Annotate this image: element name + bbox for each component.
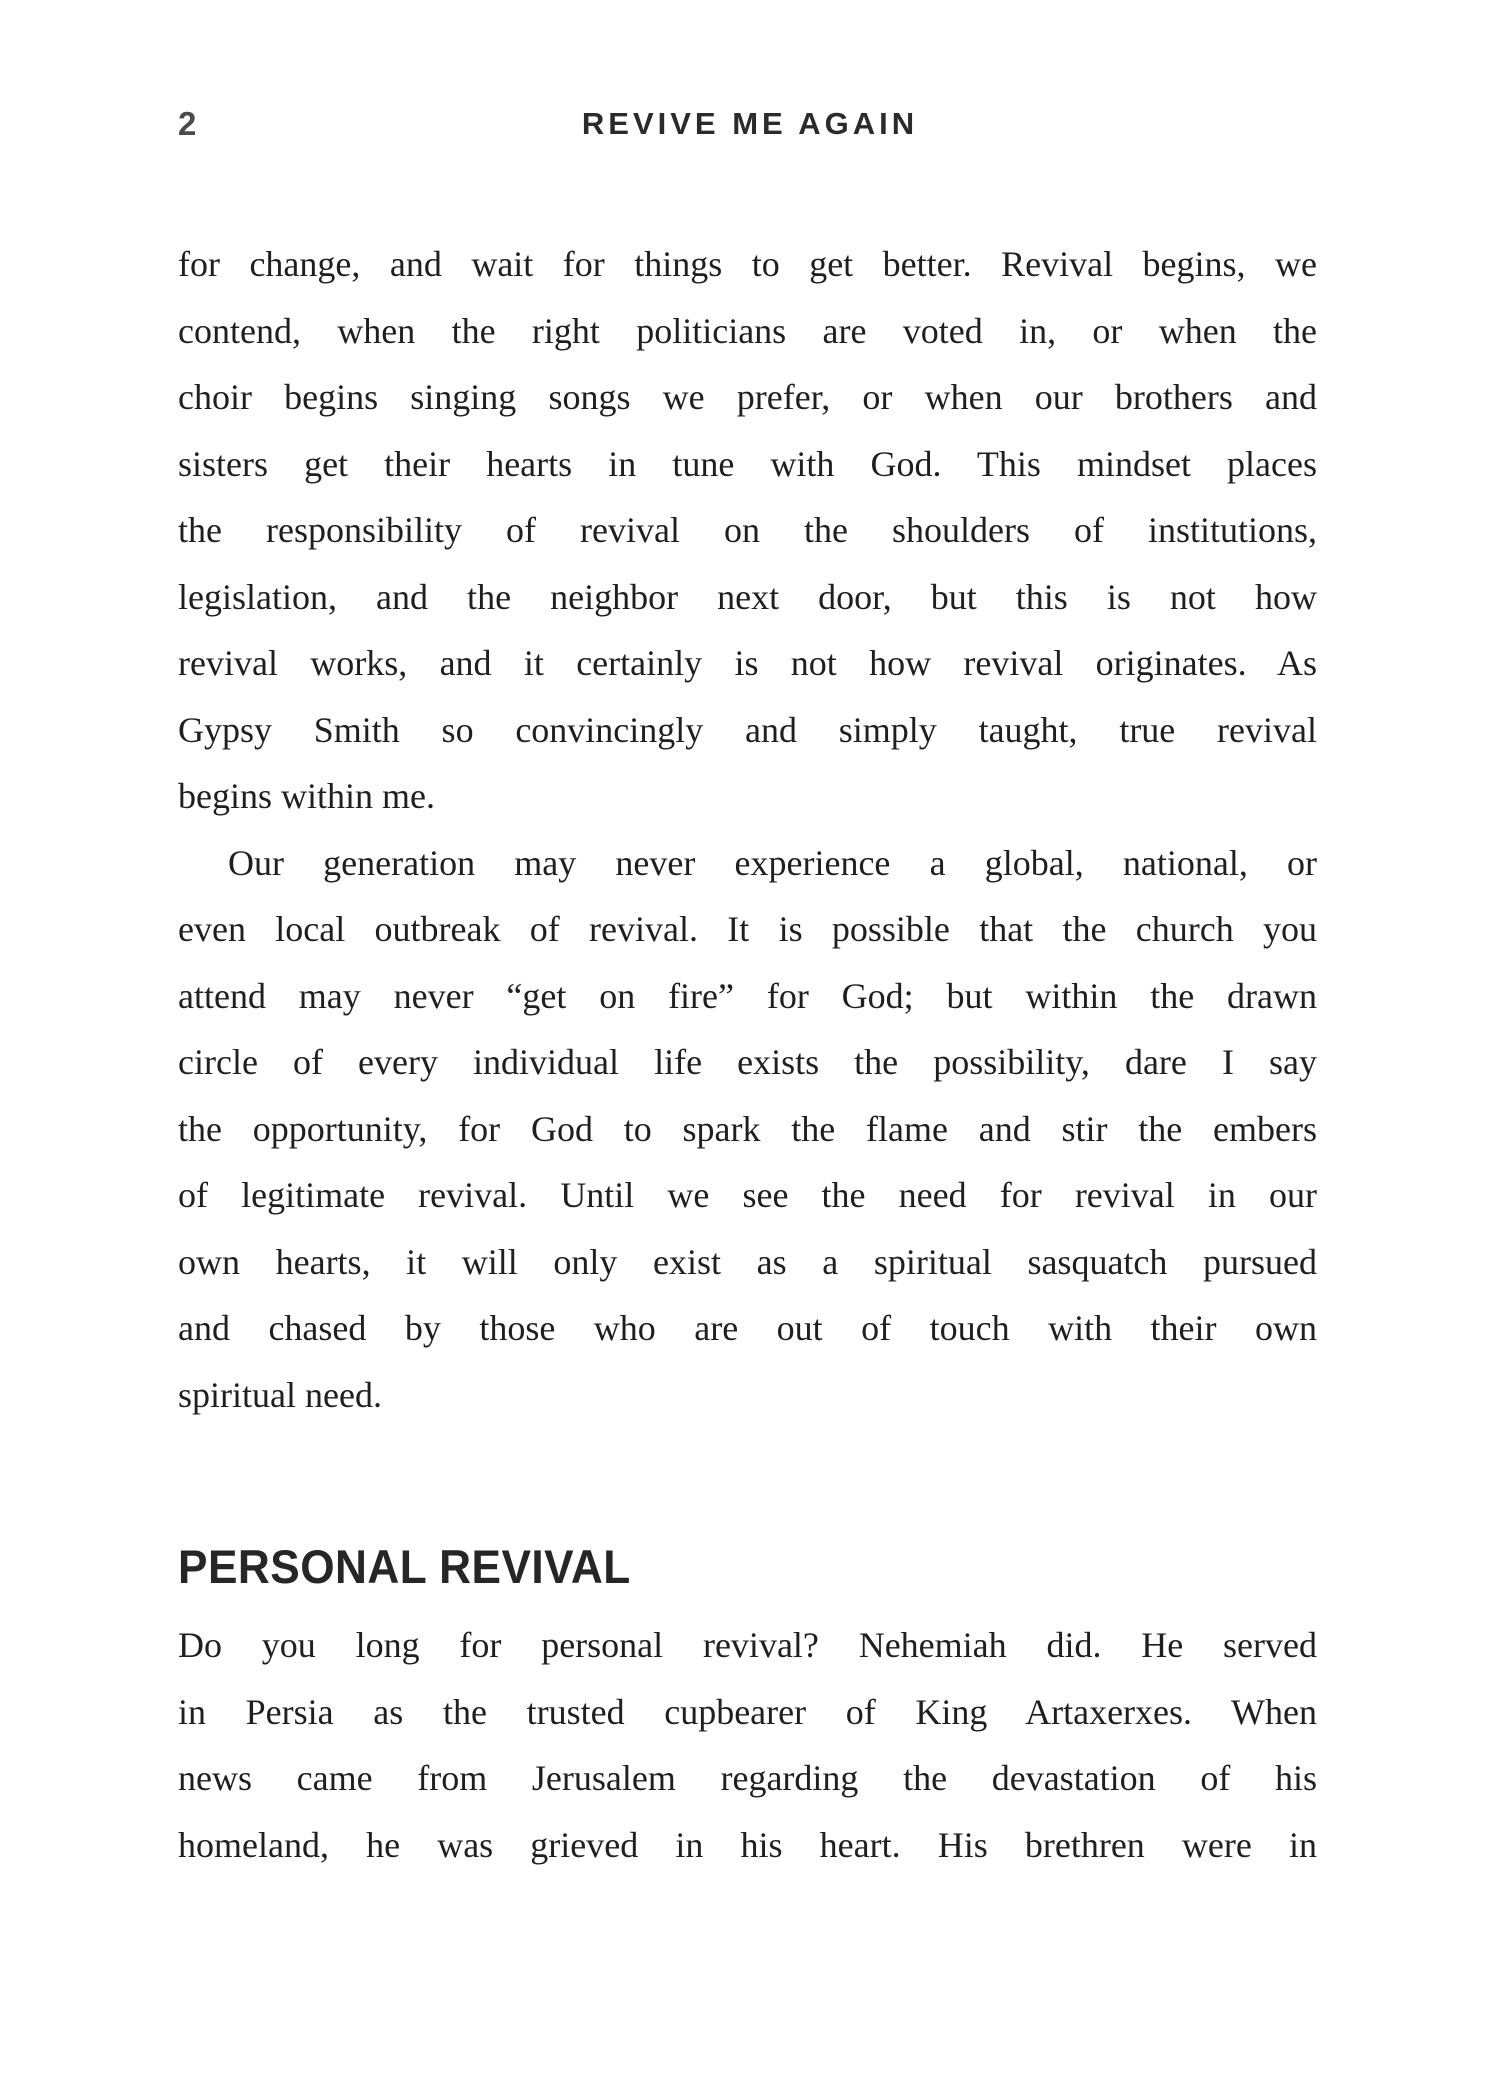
text-line: news came from Jerusalem regarding the devastation of his: [178, 1758, 1317, 1798]
text-line: revival works, and it certainly is not how revival originates. As: [178, 643, 1317, 683]
body-text-block: [178, 231, 1317, 1428]
text-line: the opportunity, for God to spark the flame and stir the embers: [178, 1108, 1317, 1149]
text-line: for change, and wait for things to get better. Revival begins, we: [178, 244, 1317, 284]
text-line: in Persia as the trusted cupbearer of King Artaxerxes. When: [178, 1691, 1317, 1732]
text-line: choir begins singing songs we prefer, or when our brothers and: [178, 377, 1317, 417]
text-line: contend, when the right politicians are voted in, or when the: [178, 310, 1317, 351]
text-line: attend may never “get on fire” for God; but within the drawn: [178, 975, 1317, 1016]
text-line: legislation, and the neighbor next door, but this is not how: [178, 576, 1317, 617]
body-text-block: [178, 1612, 1317, 1878]
text-line: circle of every individual life exists the possibility, dare I say: [178, 1042, 1317, 1082]
paragraph: [178, 830, 1317, 1429]
text-line: of legitimate revival. Until we see the need for revival in our: [178, 1175, 1317, 1215]
text-line: Our generation may never experience a global, national, or: [228, 842, 1317, 883]
text-line: the responsibility of revival on the shoulders of institutions,: [178, 510, 1317, 550]
text-line: and chased by those who are out of touch with their own: [178, 1308, 1317, 1348]
paragraph-continuation: [178, 231, 1317, 830]
running-header: REVIVE ME AGAIN: [581, 106, 919, 141]
page-number: 2: [178, 105, 197, 142]
text-line: Do you long for personal revival? Nehemiah did. He served: [178, 1625, 1317, 1665]
text-line: homeland, he was grieved in his heart. His brethren were in: [178, 1824, 1317, 1865]
text-line: sisters get their hearts in tune with God. This mindset places: [178, 443, 1317, 484]
paragraph: [178, 1612, 1317, 1878]
text-line: Gypsy Smith so convincingly and simply taught, true revival: [178, 709, 1317, 750]
text-line: begins within me.: [178, 776, 435, 816]
text-line: own hearts, it will only exist as a spiritual sasquatch pursued: [178, 1241, 1317, 1282]
text-line: spiritual need.: [178, 1374, 382, 1415]
text-line: even local outbreak of revival. It is possible that the church you: [178, 909, 1317, 949]
section-heading: PERSONAL REVIVAL: [178, 1540, 631, 1593]
